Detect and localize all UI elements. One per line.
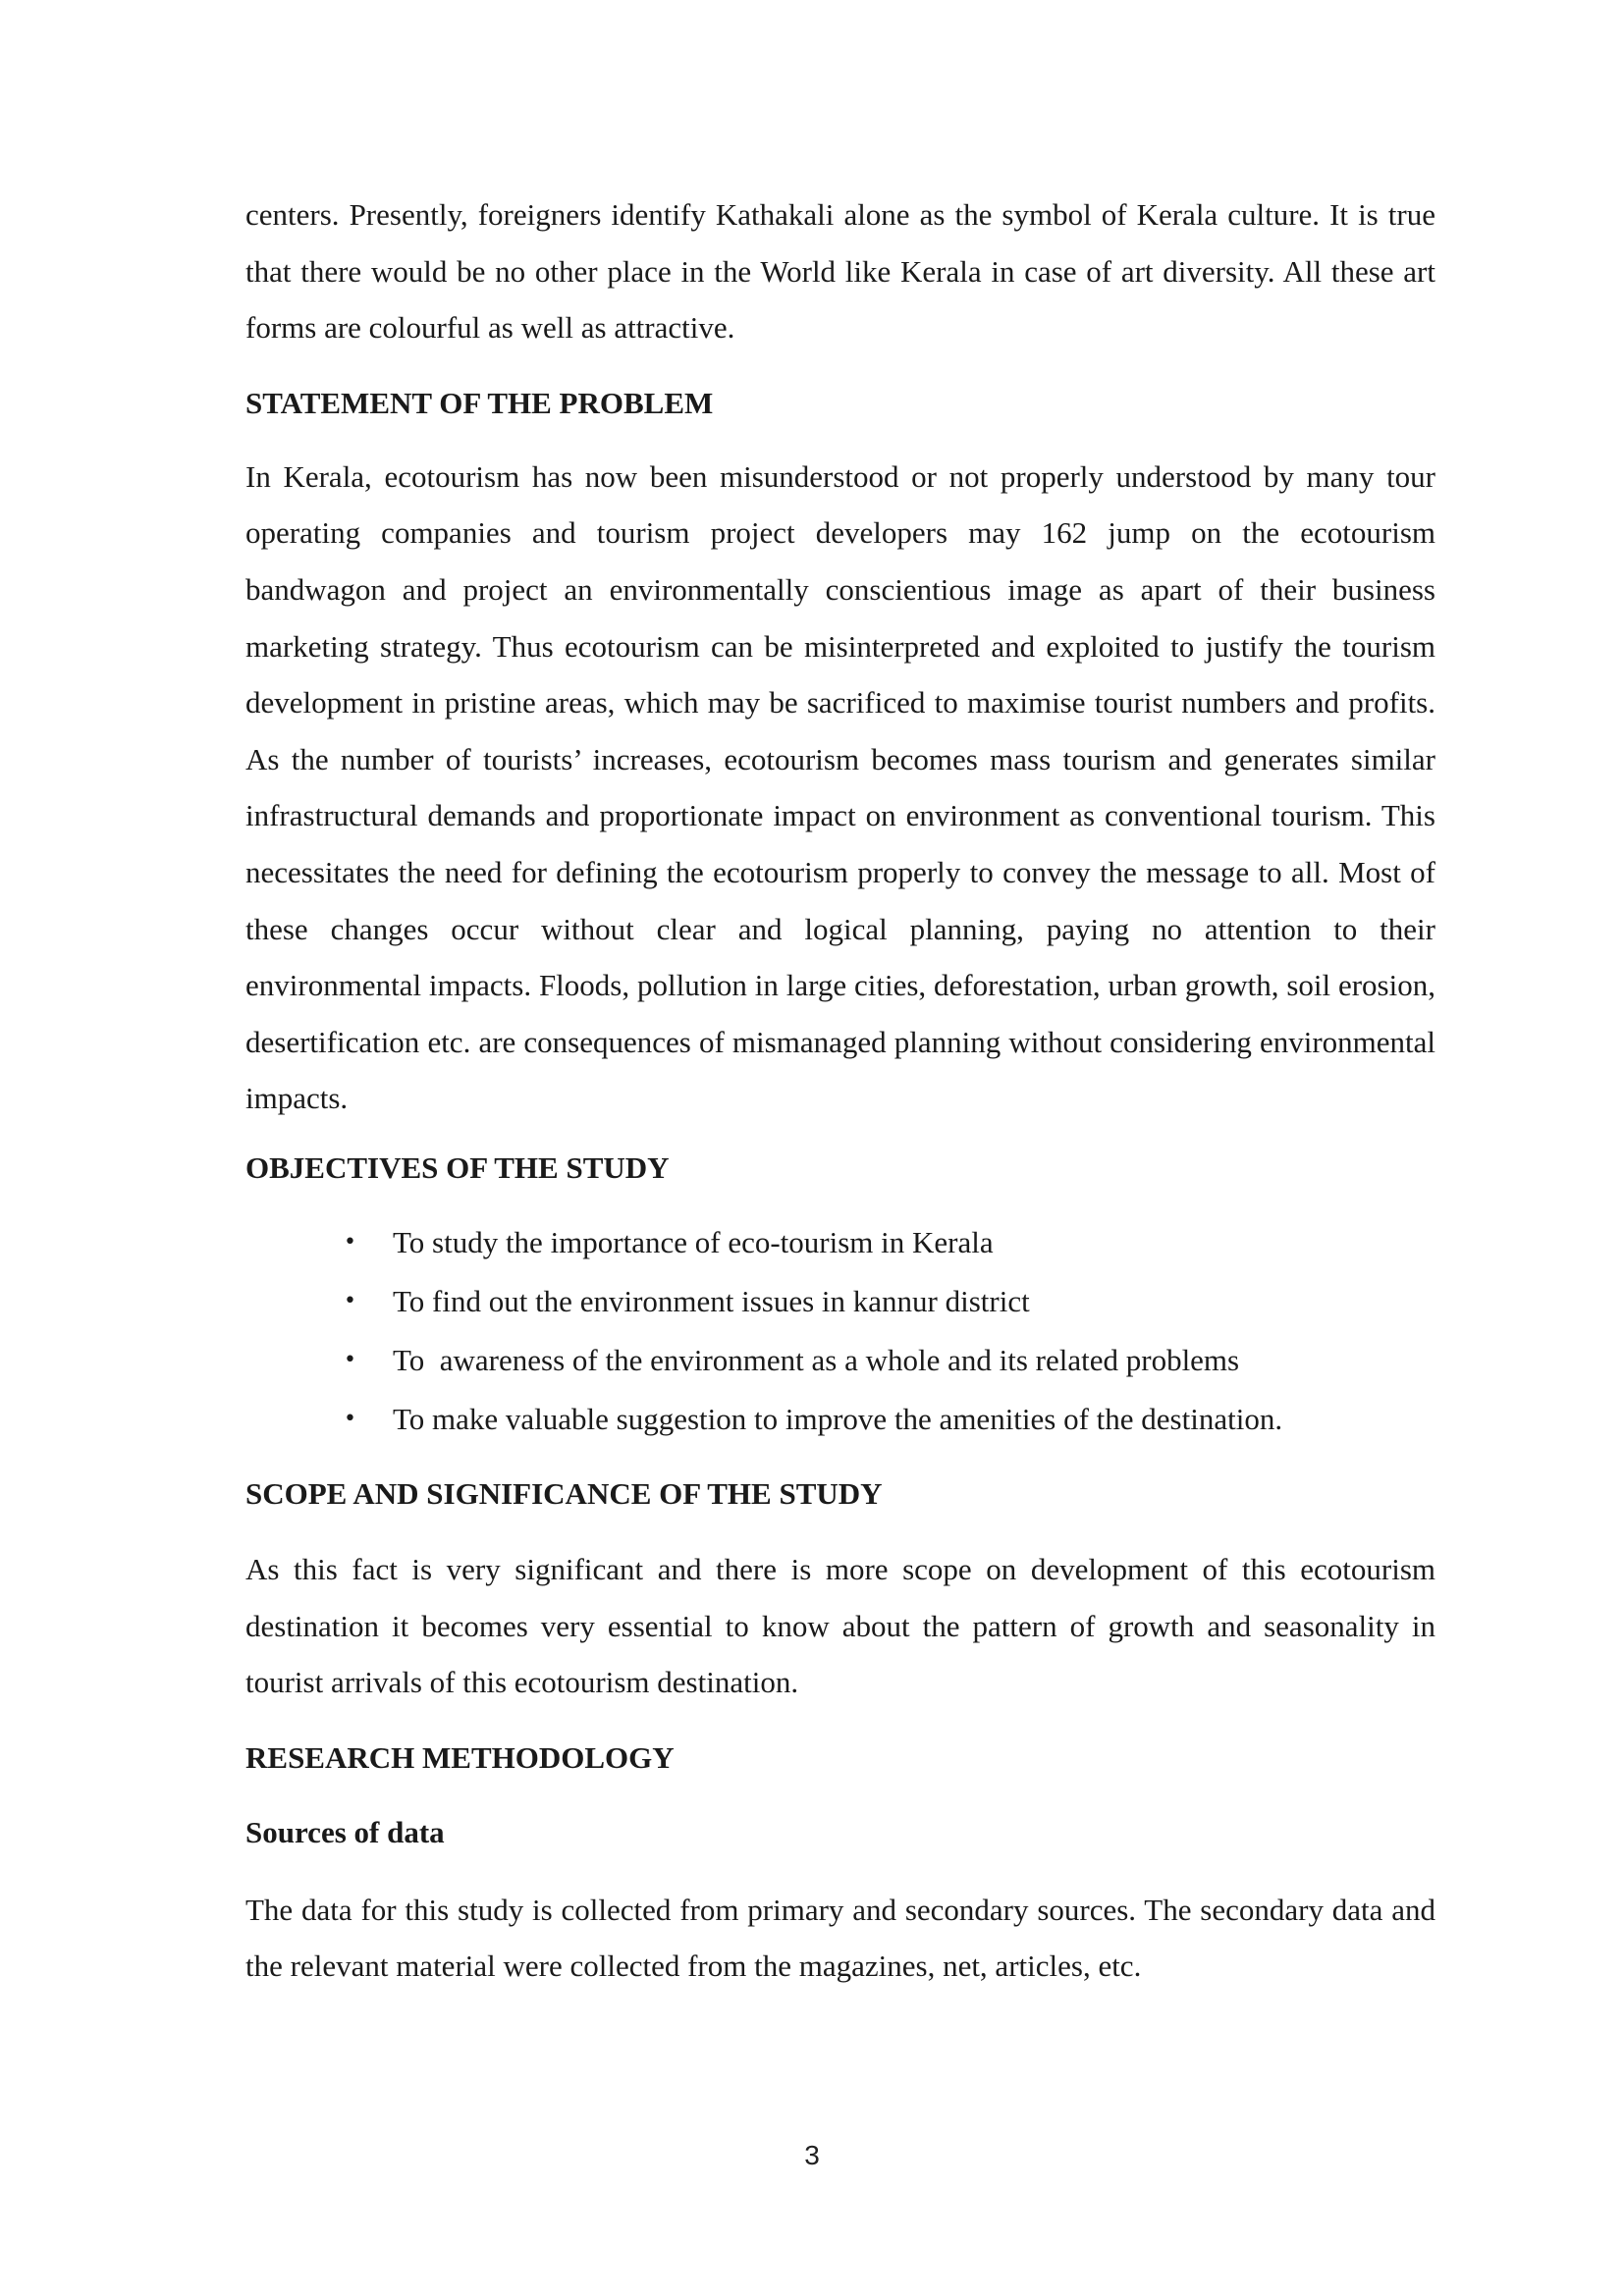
objectives-list [245, 1213, 1435, 1449]
methodology-heading: RESEARCH METHODOLOGY [245, 1739, 675, 1775]
bullet-icon: • [344, 1288, 356, 1313]
list-item [245, 1390, 1435, 1449]
list-item-text: To make valuable suggestion to improve the amenities of the destination. [393, 1401, 1283, 1436]
scope-paragraph: As this fact is very significant and there is more scope on development of this ecotourism destination it becomes very essential to know about the pattern of growth and seasonality in tourist arrivals of this ecotourism destination. [245, 1551, 1435, 1700]
list-item [245, 1272, 1435, 1331]
statement-heading: STATEMENT OF THE PROBLEM [245, 385, 714, 420]
list-item-text: To awareness of the environment as a whole and its related problems [393, 1342, 1240, 1377]
bullet-icon: • [344, 1229, 356, 1255]
bullet-icon: • [344, 1347, 356, 1372]
list-item [245, 1331, 1435, 1390]
document-page [245, 187, 1435, 1995]
sources-subheading: Sources of data [245, 1814, 445, 1849]
list-item-text: To study the importance of eco-tourism in Kerala [393, 1224, 994, 1259]
statement-paragraph: In Kerala, ecotourism has now been misunderstood or not properly understood by many tour operating companies and tourism project developers may 162 jump on the ecotourism bandwagon and project an environmentally conscientious image as apart of their business marketing strategy. Thus ecotourism can be misinterpreted and exploited to justify the tourism development in pristine areas, which may be sacrificed to maximise tourist numbers and profits. As the number of tourists’ increases, ecotourism becomes mass tourism and generates similar infrastructural demands and proportionate impact on environment as conventional tourism. This necessitates the need for defining the ecotourism properly to convey the message to all. Most of these changes occur without clear and logical planning, paying no attention to their environmental impacts. Floods, pollution in large cities, deforestation, urban growth, soil erosion, desertification etc. are consequences of mismanaged planning without considering environmental impacts. [245, 458, 1435, 1116]
bullet-icon: • [344, 1406, 356, 1431]
sources-paragraph: The data for this study is collected from primary and secondary sources. The secondary data and the relevant material were collected from the magazines, net, articles, etc. [245, 1892, 1435, 1984]
scope-heading: SCOPE AND SIGNIFICANCE OF THE STUDY [245, 1475, 883, 1511]
list-item-text: To find out the environment issues in kannur district [393, 1283, 1030, 1318]
page-number: 3 [804, 2140, 820, 2170]
intro-paragraph: centers. Presently, foreigners identify Kathakali alone as the symbol of Kerala culture. It is true that there would be no other place in the World like Kerala in case of art diversity. All these art forms are colourful as well as attractive. [245, 197, 1435, 346]
list-item [245, 1213, 1435, 1272]
objectives-heading: OBJECTIVES OF THE STUDY [245, 1149, 670, 1185]
